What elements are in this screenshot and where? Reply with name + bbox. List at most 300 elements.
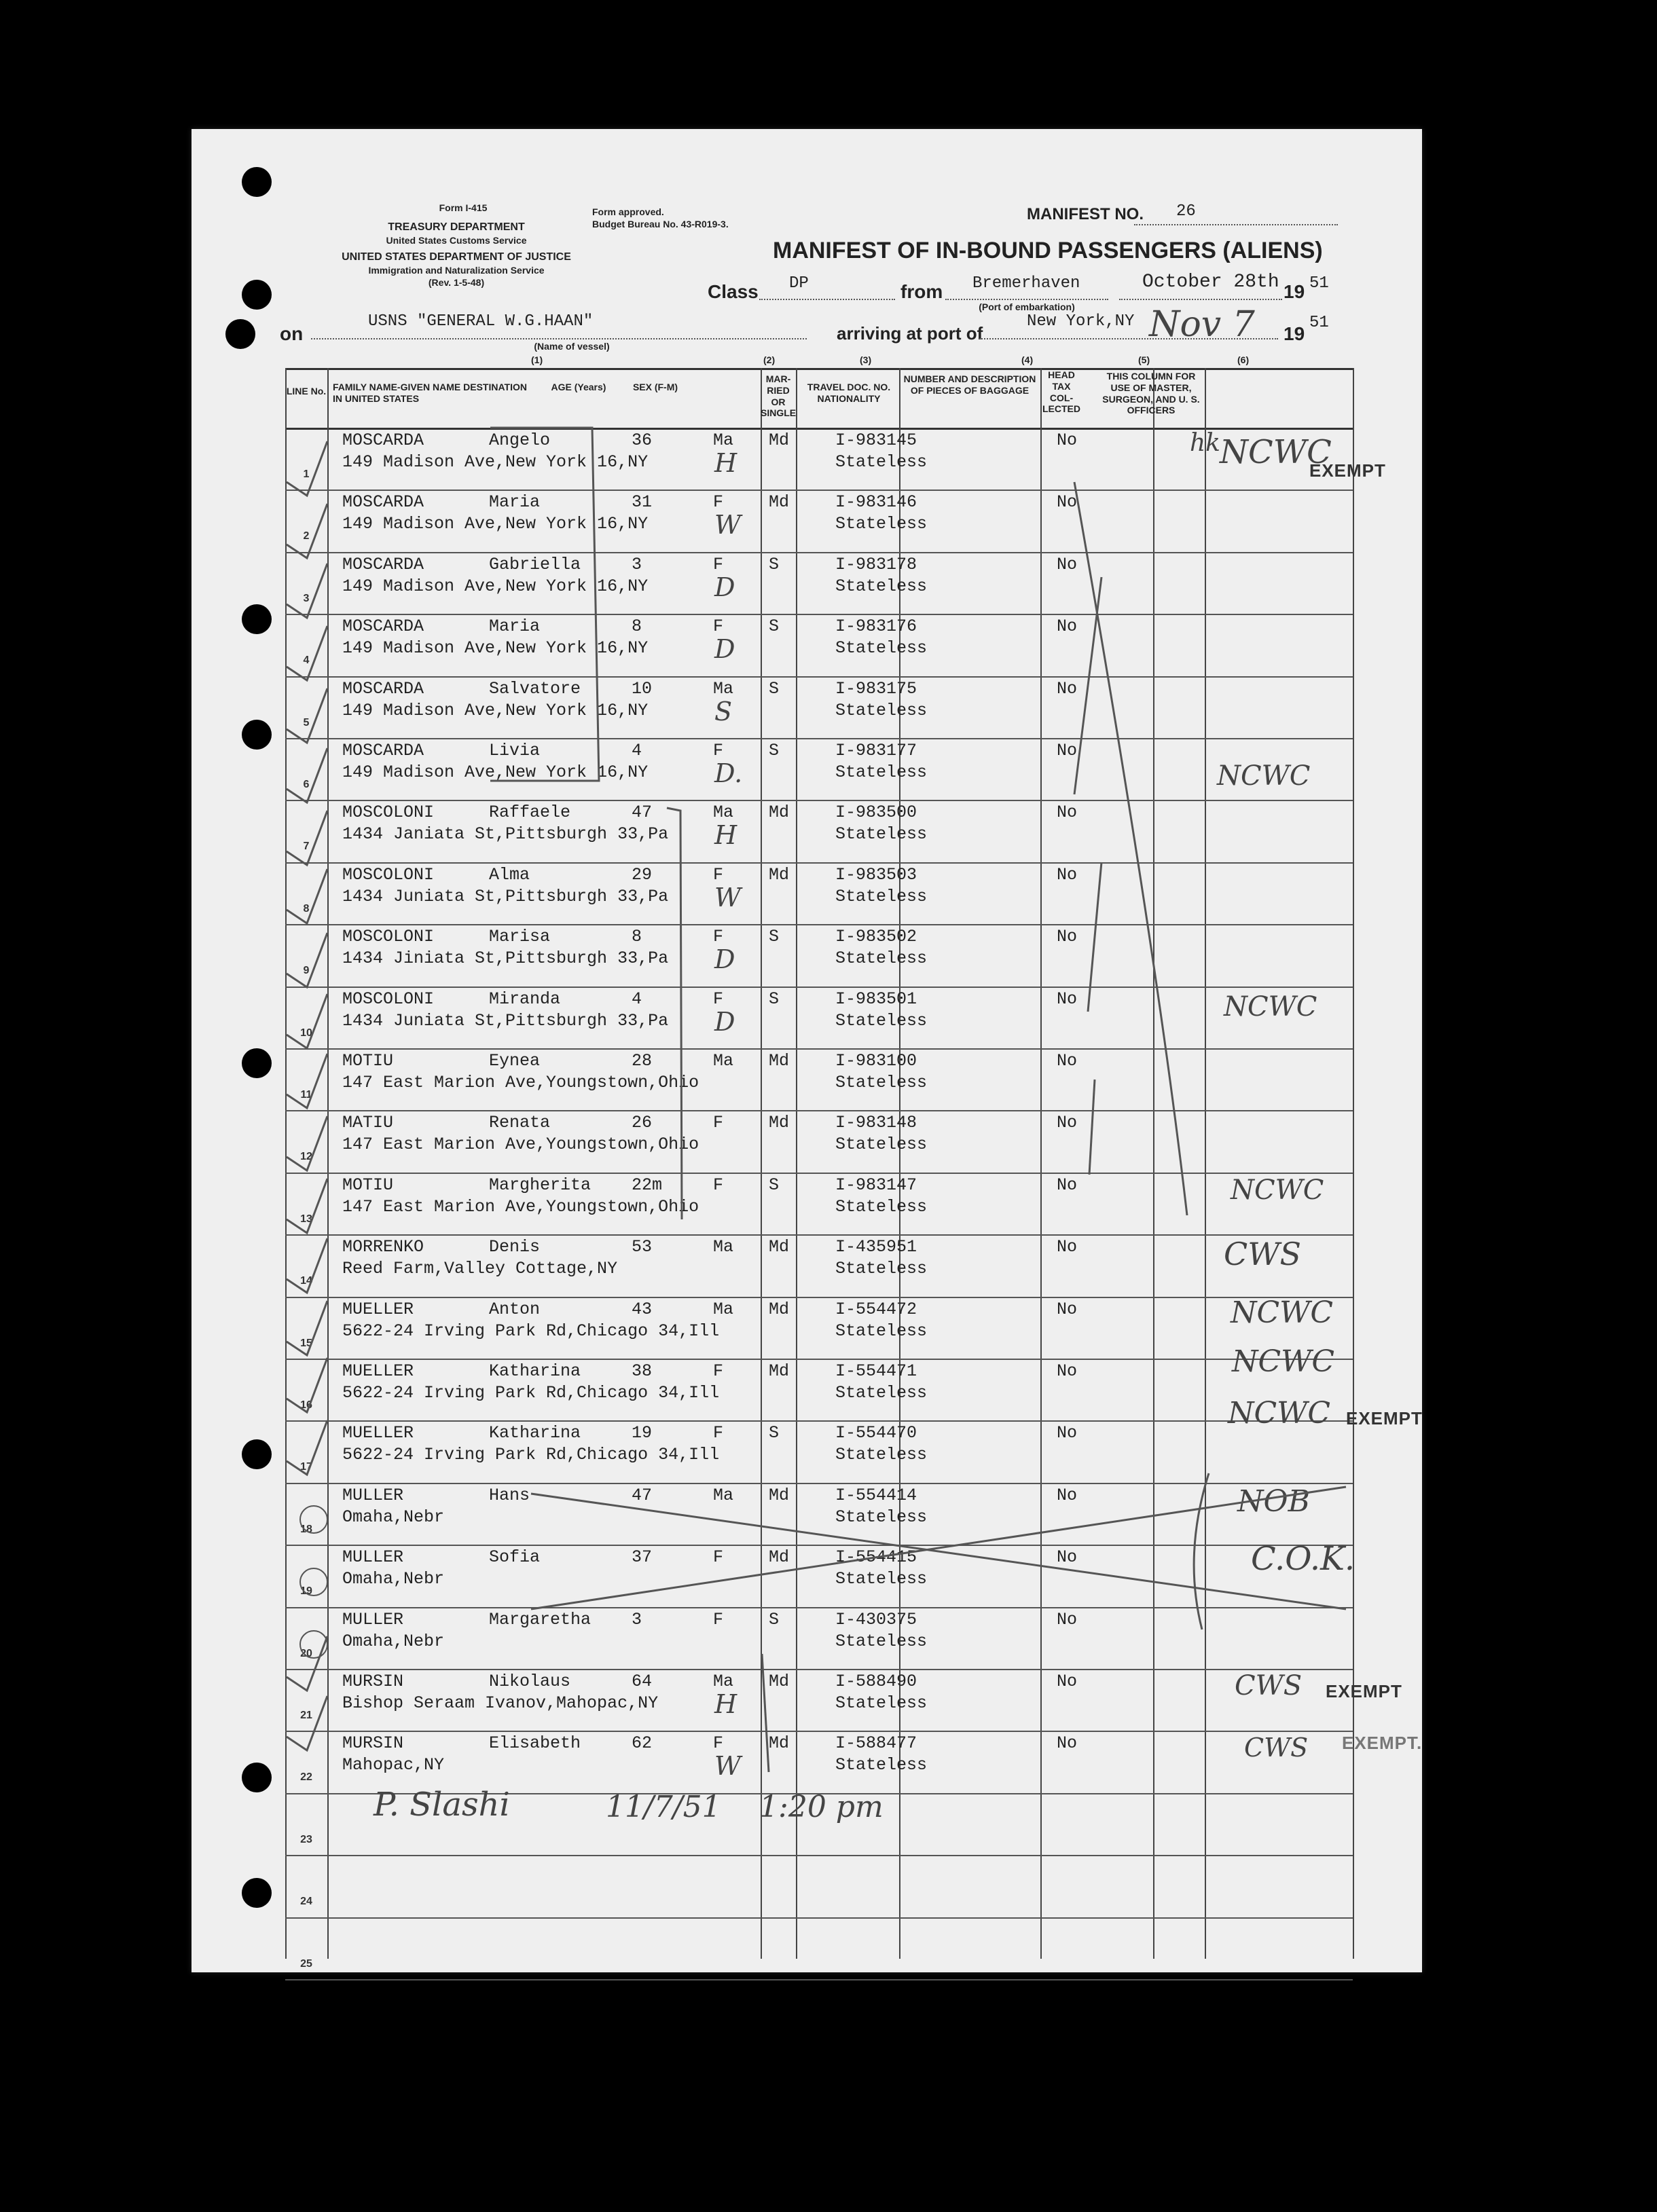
- travel-doc-no: I-983147: [835, 1175, 917, 1195]
- nationality: Stateless: [835, 1259, 928, 1279]
- arrival-year-prefix: 19: [1283, 323, 1305, 344]
- manifest-page: [192, 129, 1422, 1972]
- col-name-header: FAMILY NAME-GIVEN NAME DESTINATION IN UNITED STATES: [333, 382, 527, 404]
- manifest-title: MANIFEST OF IN-BOUND PASSENGERS (ALIENS): [773, 238, 1323, 263]
- treasury-dept: TREASURY DEPARTMENT: [388, 221, 525, 233]
- given-name: Margaretha: [489, 1609, 591, 1629]
- family-name: MURSIN: [342, 1672, 404, 1691]
- destination: Bishop Seraam Ivanov,Mahopac,NY: [342, 1693, 659, 1713]
- nationality: Stateless: [835, 1755, 928, 1775]
- given-name: Salvatore: [489, 678, 581, 699]
- ncwc-annotation-4: NCWC: [1231, 1175, 1324, 1206]
- arrival-port: New York,NY: [1027, 312, 1135, 331]
- travel-doc-no: I-554471: [835, 1361, 917, 1381]
- marital-status: S: [769, 1175, 780, 1195]
- binder-hole: [242, 604, 272, 634]
- family-name: MOSCARDA: [342, 741, 424, 760]
- head-tax: No: [1057, 1423, 1078, 1443]
- given-name: Katharina: [489, 1361, 581, 1381]
- age: 10: [632, 678, 653, 699]
- given-name: Maria: [489, 616, 541, 637]
- age: 53: [632, 1237, 653, 1257]
- travel-doc-no: I-983177: [835, 741, 917, 760]
- ncwc-annotation-6: NCWC: [1232, 1344, 1335, 1379]
- head-tax: No: [1057, 1733, 1078, 1754]
- relation-mark: W: [714, 1751, 742, 1782]
- ncwc-annotation-3: NCWC: [1224, 991, 1317, 1022]
- line-number: 23: [300, 1833, 312, 1845]
- col-num-2: (2): [763, 354, 776, 365]
- given-name: Eynea: [489, 1051, 541, 1071]
- age: 22m: [632, 1175, 663, 1195]
- head-tax: No: [1057, 678, 1078, 699]
- marital-status: Md: [769, 430, 790, 450]
- vessel-name: USNS "GENERAL W.G.HAAN": [368, 312, 594, 331]
- head-tax: No: [1057, 616, 1078, 637]
- ins-service: Immigration and Naturalization Service: [368, 265, 545, 276]
- binder-hole: [242, 1763, 272, 1792]
- manifest-no-label: MANIFEST NO.: [1027, 205, 1144, 223]
- sex: F: [713, 989, 724, 1009]
- marital-status: S: [769, 678, 780, 699]
- nationality: Stateless: [835, 514, 928, 534]
- marital-status: S: [769, 1609, 780, 1629]
- nationality: Stateless: [835, 1321, 928, 1341]
- family-name: MOSCARDA: [342, 430, 424, 450]
- head-tax: No: [1057, 927, 1078, 947]
- family-name: MURSIN: [342, 1733, 404, 1754]
- marital-status: Md: [769, 1547, 790, 1568]
- cws-annotation-3: CWS: [1244, 1733, 1309, 1763]
- col-use-header: THIS COLUMN FOR USE OF MASTER, SURGEON, AND U. S. OFFICERS: [1102, 371, 1200, 416]
- line-number: 12: [300, 1151, 312, 1163]
- destination: Reed Farm,Valley Cottage,NY: [342, 1259, 618, 1279]
- sex: Ma: [713, 1299, 734, 1319]
- head-tax: No: [1057, 430, 1078, 450]
- marital-status: Md: [769, 864, 790, 885]
- age: 47: [632, 803, 653, 823]
- nationality: Stateless: [835, 824, 928, 845]
- family-name: MOSCOLONI: [342, 989, 435, 1009]
- given-name: Sofia: [489, 1547, 541, 1568]
- age: 8: [632, 616, 642, 637]
- line-number: 13: [300, 1213, 312, 1225]
- destination: Mahopac,NY: [342, 1755, 445, 1775]
- line-number: 1: [303, 468, 310, 480]
- head-tax: No: [1057, 1672, 1078, 1691]
- relation-mark: H: [714, 1689, 738, 1719]
- age: 38: [632, 1361, 653, 1381]
- destination: 149 Madison Ave,New York 16,NY: [342, 762, 649, 782]
- relation-mark: D: [714, 634, 735, 665]
- nationality: Stateless: [835, 1073, 928, 1092]
- sex: F: [713, 1361, 724, 1381]
- sex: F: [713, 1175, 724, 1195]
- sex: Ma: [713, 1237, 734, 1257]
- given-name: Raffaele: [489, 803, 571, 823]
- manifest-no: 26: [1176, 202, 1196, 221]
- given-name: Hans: [489, 1485, 530, 1505]
- nationality: Stateless: [835, 1010, 928, 1031]
- family-name: MOTIU: [342, 1051, 394, 1071]
- class-label: Class: [708, 281, 759, 302]
- marital-status: S: [769, 927, 780, 947]
- sex: F: [713, 492, 724, 513]
- age: 3: [632, 554, 642, 574]
- marital-status: Md: [769, 1299, 790, 1319]
- family-name: MULLER: [342, 1609, 404, 1629]
- family-name: MOSCARDA: [342, 616, 424, 637]
- nationality: Stateless: [835, 638, 928, 659]
- travel-doc-no: I-983175: [835, 678, 917, 699]
- given-name: Angelo: [489, 430, 551, 450]
- exempt-stamp-3: EXEMPT: [1326, 1681, 1402, 1701]
- travel-doc-no: I-983100: [835, 1051, 917, 1071]
- head-tax: No: [1057, 554, 1078, 574]
- travel-doc-no: I-554414: [835, 1485, 917, 1505]
- sex: F: [713, 1609, 724, 1629]
- cws-annotation-1: CWS: [1224, 1236, 1301, 1272]
- line-number: 3: [303, 592, 310, 604]
- relation-mark: H: [714, 448, 738, 478]
- family-name: MOTIU: [342, 1175, 394, 1195]
- signature-date: 11/7/51: [606, 1790, 721, 1824]
- justice-dept: UNITED STATES DEPARTMENT OF JUSTICE: [342, 251, 571, 263]
- marital-status: S: [769, 554, 780, 574]
- ncwc-annotation-1: NCWC: [1220, 433, 1332, 471]
- sex: F: [713, 616, 724, 637]
- destination: Omaha,Nebr: [342, 1569, 445, 1589]
- class-value: DP: [789, 274, 809, 293]
- vessel-note: (Name of vessel): [534, 341, 610, 352]
- nationality: Stateless: [835, 1135, 928, 1155]
- sex: Ma: [713, 430, 734, 450]
- destination: 5622-24 Irving Park Rd,Chicago 34,Ill: [342, 1445, 720, 1465]
- destination: 149 Madison Ave,New York 16,NY: [342, 638, 649, 659]
- sex: F: [713, 1113, 724, 1133]
- nationality: Stateless: [835, 762, 928, 782]
- marital-status: Md: [769, 1113, 790, 1133]
- relation-mark: S: [714, 696, 733, 726]
- marital-status: Md: [769, 1051, 790, 1071]
- travel-doc-no: I-983178: [835, 554, 917, 574]
- col-num-5: (5): [1138, 354, 1150, 365]
- travel-doc-no: I-983502: [835, 927, 917, 947]
- given-name: Katharina: [489, 1423, 581, 1443]
- nationality: Stateless: [835, 1445, 928, 1465]
- age: 26: [632, 1113, 653, 1133]
- line-number: 14: [300, 1275, 312, 1287]
- travel-doc-no: I-554472: [835, 1299, 917, 1319]
- head-tax: No: [1057, 1609, 1078, 1629]
- relation-mark: W: [714, 510, 742, 540]
- binder-hole: [242, 1439, 272, 1469]
- col-age-header: AGE (Years): [551, 382, 606, 392]
- marital-status: Md: [769, 492, 790, 513]
- on-label: on: [280, 323, 304, 344]
- given-name: Maria: [489, 492, 541, 513]
- given-name: Denis: [489, 1237, 541, 1257]
- exempt-stamp-1: EXEMPT: [1309, 460, 1386, 481]
- sex: F: [713, 1423, 724, 1443]
- line-number: 22: [300, 1771, 312, 1784]
- line-number: 25: [300, 1957, 312, 1970]
- ok-annotation: C.O.K.: [1251, 1540, 1355, 1578]
- sex: F: [713, 1547, 724, 1568]
- sex: Ma: [713, 1051, 734, 1071]
- arrival-date-handwritten: Nov 7: [1149, 304, 1255, 345]
- sex: Ma: [713, 803, 734, 823]
- relation-mark: D: [714, 1006, 735, 1037]
- destination: Omaha,Nebr: [342, 1631, 445, 1651]
- given-name: Livia: [489, 741, 541, 760]
- head-tax: No: [1057, 1361, 1078, 1381]
- line-number: 8: [303, 902, 310, 915]
- given-name: Marisa: [489, 927, 551, 947]
- sex: Ma: [713, 1672, 734, 1691]
- destination: 1434 Juniata St,Pittsburgh 33,Pa: [342, 1010, 669, 1031]
- line-number: 17: [300, 1461, 312, 1473]
- age: 47: [632, 1485, 653, 1505]
- col-num-6: (6): [1237, 354, 1250, 365]
- col-travel-header: TRAVEL DOC. NO. NATIONALITY: [807, 382, 891, 404]
- travel-doc-no: I-983503: [835, 864, 917, 885]
- destination: 1434 Jiniata St,Pittsburgh 33,Pa: [342, 948, 669, 969]
- marital-status: Md: [769, 1485, 790, 1505]
- col-num-1: (1): [531, 354, 543, 365]
- given-name: Elisabeth: [489, 1733, 581, 1754]
- destination: 147 East Marion Ave,Youngstown,Ohio: [342, 1196, 699, 1217]
- nationality: Stateless: [835, 886, 928, 906]
- family-name: MOSCARDA: [342, 554, 424, 574]
- travel-doc-no: I-435951: [835, 1237, 917, 1257]
- exempt-stamp-2: EXEMPT: [1346, 1408, 1423, 1428]
- relation-mark: D: [714, 572, 735, 602]
- travel-doc-no: I-983145: [835, 430, 917, 450]
- travel-doc-no: I-983501: [835, 989, 917, 1009]
- travel-doc-no: I-983176: [835, 616, 917, 637]
- port-embarkation-note: (Port of embarkation): [979, 301, 1075, 312]
- family-name: MATIU: [342, 1113, 394, 1133]
- revision: (Rev. 1-5-48): [428, 277, 485, 288]
- head-tax: No: [1057, 1051, 1078, 1071]
- sex: F: [713, 554, 724, 574]
- destination: 149 Madison Ave,New York 16,NY: [342, 514, 649, 534]
- given-name: Renata: [489, 1113, 551, 1133]
- given-name: Margherita: [489, 1175, 591, 1195]
- destination: 147 East Marion Ave,Youngstown,Ohio: [342, 1073, 699, 1092]
- destination: Omaha,Nebr: [342, 1507, 445, 1527]
- nationality: Stateless: [835, 700, 928, 720]
- line-number: 6: [303, 779, 310, 790]
- arrival-year: 51: [1309, 314, 1329, 332]
- age: 36: [632, 430, 653, 450]
- depart-year-prefix: 19: [1283, 281, 1305, 302]
- family-name: MUELLER: [342, 1423, 414, 1443]
- age: 19: [632, 1423, 653, 1443]
- inspector-signature: P. Slashi: [374, 1786, 510, 1824]
- head-tax: No: [1057, 1113, 1078, 1133]
- head-tax: No: [1057, 741, 1078, 760]
- destination: 1434 Juniata St,Pittsburgh 33,Pa: [342, 886, 669, 906]
- cws-annotation-2: CWS: [1235, 1670, 1303, 1701]
- binder-hole: [242, 720, 272, 750]
- row-divider: [285, 1979, 1353, 1980]
- exempt-stamp-4: EXEMPT.: [1342, 1733, 1423, 1753]
- destination: 5622-24 Irving Park Rd,Chicago 34,Ill: [342, 1321, 720, 1341]
- age: 64: [632, 1672, 653, 1691]
- binder-hole: [242, 167, 272, 197]
- line-number: 5: [303, 716, 310, 729]
- ncwc-annotation-5: NCWC: [1231, 1295, 1334, 1330]
- nationality: Stateless: [835, 576, 928, 596]
- marital-status: S: [769, 1423, 780, 1443]
- hk-annotation: hk: [1190, 429, 1220, 457]
- col-num-4: (4): [1021, 354, 1034, 365]
- sex: F: [713, 927, 724, 947]
- family-name: MOSCOLONI: [342, 803, 435, 823]
- destination: 149 Madison Ave,New York 16,NY: [342, 700, 649, 720]
- pen-marks: [192, 129, 1422, 1972]
- ncwc-annotation-7: NCWC: [1228, 1396, 1331, 1431]
- head-tax: No: [1057, 803, 1078, 823]
- line-number: 7: [303, 841, 310, 853]
- nationality: Stateless: [835, 948, 928, 969]
- destination: 149 Madison Ave,New York 16,NY: [342, 452, 649, 472]
- relation-mark: D: [714, 944, 735, 975]
- family-name: MUELLER: [342, 1299, 414, 1319]
- age: 62: [632, 1733, 653, 1754]
- head-tax: No: [1057, 492, 1078, 513]
- head-tax: No: [1057, 1547, 1078, 1568]
- family-name: MULLER: [342, 1547, 404, 1568]
- head-tax: No: [1057, 1485, 1078, 1505]
- travel-doc-no: I-983148: [835, 1113, 917, 1133]
- travel-doc-no: I-554415: [835, 1547, 917, 1568]
- binder-hole: [225, 319, 255, 349]
- family-name: MOSCOLONI: [342, 927, 435, 947]
- head-tax: No: [1057, 1237, 1078, 1257]
- line-number: 18: [300, 1523, 312, 1535]
- col-sex-header: SEX (F-M): [632, 382, 678, 392]
- family-name: MULLER: [342, 1485, 404, 1505]
- destination: 5622-24 Irving Park Rd,Chicago 34,Ill: [342, 1383, 720, 1403]
- line-number: 11: [300, 1089, 312, 1101]
- age: 37: [632, 1547, 653, 1568]
- travel-doc-no: I-983146: [835, 492, 917, 513]
- form-number: Form I-415: [439, 202, 488, 213]
- line-number: 2: [303, 530, 310, 542]
- col-line-header: LINE No.: [286, 386, 327, 397]
- marital-status: Md: [769, 1672, 790, 1691]
- marital-status: Md: [769, 803, 790, 823]
- relation-mark: H: [714, 820, 738, 851]
- age: 31: [632, 492, 653, 513]
- given-name: Alma: [489, 864, 530, 885]
- nationality: Stateless: [835, 1693, 928, 1713]
- col-tax-header: HEAD TAX COL-LECTED: [1042, 369, 1080, 415]
- from-label: from: [900, 281, 943, 302]
- given-name: Nikolaus: [489, 1672, 571, 1691]
- ncwc-annotation-2: NCWC: [1217, 760, 1311, 792]
- head-tax: No: [1057, 1299, 1078, 1319]
- travel-doc-no: I-554470: [835, 1423, 917, 1443]
- arriving-label: arriving at port of: [837, 323, 983, 344]
- marital-status: S: [769, 989, 780, 1009]
- head-tax: No: [1057, 1175, 1078, 1195]
- line-number: 19: [300, 1585, 312, 1598]
- age: 8: [632, 927, 642, 947]
- given-name: Miranda: [489, 989, 561, 1009]
- sex: Ma: [713, 1485, 734, 1505]
- customs-service: United States Customs Service: [386, 235, 527, 246]
- head-tax: No: [1057, 864, 1078, 885]
- line-number: 16: [300, 1399, 312, 1411]
- sex: Ma: [713, 678, 734, 699]
- marital-status: Md: [769, 1237, 790, 1257]
- age: 43: [632, 1299, 653, 1319]
- marital-status: S: [769, 741, 780, 760]
- age: 4: [632, 741, 642, 760]
- line-number: 21: [300, 1710, 312, 1721]
- destination: 149 Madison Ave,New York 16,NY: [342, 576, 649, 596]
- budget-bureau: Budget Bureau No. 43-R019-3.: [592, 219, 729, 229]
- port-embarkation: Bremerhaven: [972, 274, 1080, 293]
- nob-annotation: NOB: [1237, 1484, 1310, 1519]
- marital-status: Md: [769, 1733, 790, 1754]
- age: 3: [632, 1609, 642, 1629]
- line-number: 24: [300, 1896, 312, 1908]
- line-number: 10: [300, 1027, 312, 1039]
- family-name: MOSCOLONI: [342, 864, 435, 885]
- age: 4: [632, 989, 642, 1009]
- sex: F: [713, 1733, 724, 1754]
- col-baggage-header: NUMBER AND DESCRIPTION OF PIECES OF BAGGAGE: [903, 373, 1036, 396]
- nationality: Stateless: [835, 1631, 928, 1651]
- relation-mark: D.: [714, 758, 743, 788]
- family-name: MOSCARDA: [342, 678, 424, 699]
- given-name: Gabriella: [489, 554, 581, 574]
- travel-doc-no: I-983500: [835, 803, 917, 823]
- signature-time: 1:20 pm: [759, 1790, 884, 1824]
- col-num-3: (3): [860, 354, 872, 365]
- nationality: Stateless: [835, 1196, 928, 1217]
- travel-doc-no: I-588490: [835, 1672, 917, 1691]
- nationality: Stateless: [835, 1383, 928, 1403]
- depart-year: 51: [1309, 274, 1329, 293]
- line-number: 4: [303, 655, 310, 667]
- family-name: MORRENKO: [342, 1237, 424, 1257]
- age: 28: [632, 1051, 653, 1071]
- line-number: 15: [300, 1337, 312, 1349]
- nationality: Stateless: [835, 452, 928, 472]
- binder-hole: [242, 1048, 272, 1078]
- nationality: Stateless: [835, 1569, 928, 1589]
- marital-status: S: [769, 616, 780, 637]
- age: 29: [632, 864, 653, 885]
- line-number: 20: [300, 1647, 312, 1659]
- travel-doc-no: I-588477: [835, 1733, 917, 1754]
- marital-status: Md: [769, 1361, 790, 1381]
- destination: 147 East Marion Ave,Youngstown,Ohio: [342, 1135, 699, 1155]
- travel-doc-no: I-430375: [835, 1609, 917, 1629]
- family-name: MUELLER: [342, 1361, 414, 1381]
- destination: 1434 Janiata St,Pittsburgh 33,Pa: [342, 824, 669, 845]
- departure-date: October 28th: [1142, 272, 1279, 293]
- sex: F: [713, 864, 724, 885]
- form-approved: Form approved.: [592, 206, 664, 217]
- binder-hole: [242, 280, 272, 310]
